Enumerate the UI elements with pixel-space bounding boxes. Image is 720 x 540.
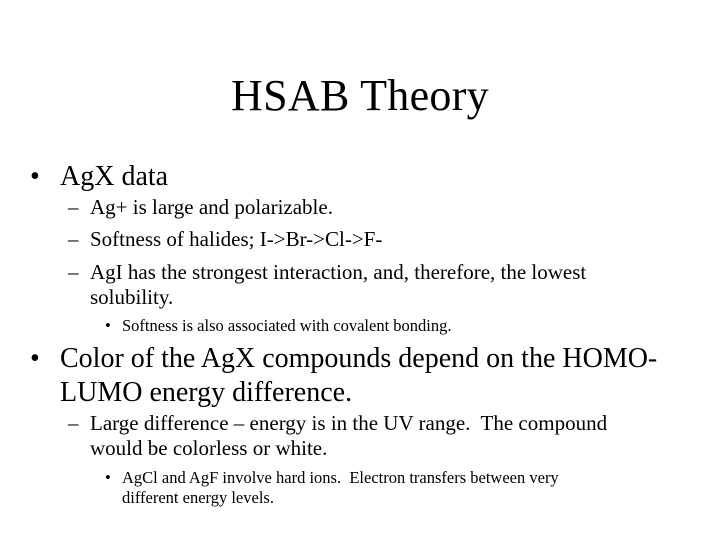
bullet-text-large-diff-line2: would be colorless or white. <box>90 436 328 460</box>
bullet-text-color-line2: LUMO energy difference. <box>60 377 353 408</box>
bullet-marker: • <box>105 468 111 487</box>
bullet-text-agx-data: AgX data <box>60 161 169 192</box>
slide-title: HSAB Theory <box>231 71 489 120</box>
dash-marker: – <box>68 411 79 435</box>
bullet-text-agcl-line2: different energy levels. <box>122 488 274 507</box>
dash-marker: – <box>68 195 79 219</box>
bullet-text-large-diff-line1: Large difference – energy is in the UV range. The compound <box>90 411 608 435</box>
bullet-text-agcl-line1: AgCl and AgF involve hard ions. Electron transfers between very <box>122 468 559 487</box>
bullet-text-softness-halides: Softness of halides; I->Br->Cl->F- <box>90 227 383 251</box>
bullet-text-ag-polarizable: Ag+ is large and polarizable. <box>90 195 333 219</box>
bullet-marker: • <box>30 161 40 192</box>
bullet-marker: • <box>30 343 40 374</box>
dash-marker: – <box>68 260 79 284</box>
bullet-text-covalent: Softness is also associated with covalent bonding. <box>122 316 452 335</box>
bullet-text-color-line1: Color of the AgX compounds depend on the HOMO- <box>60 343 658 374</box>
bullet-text-agi-line2: solubility. <box>90 285 174 309</box>
bullet-text-agi-line1: AgI has the strongest interaction, and, therefore, the lowest <box>90 260 587 284</box>
bullet-marker: • <box>105 316 111 335</box>
dash-marker: – <box>68 227 79 251</box>
